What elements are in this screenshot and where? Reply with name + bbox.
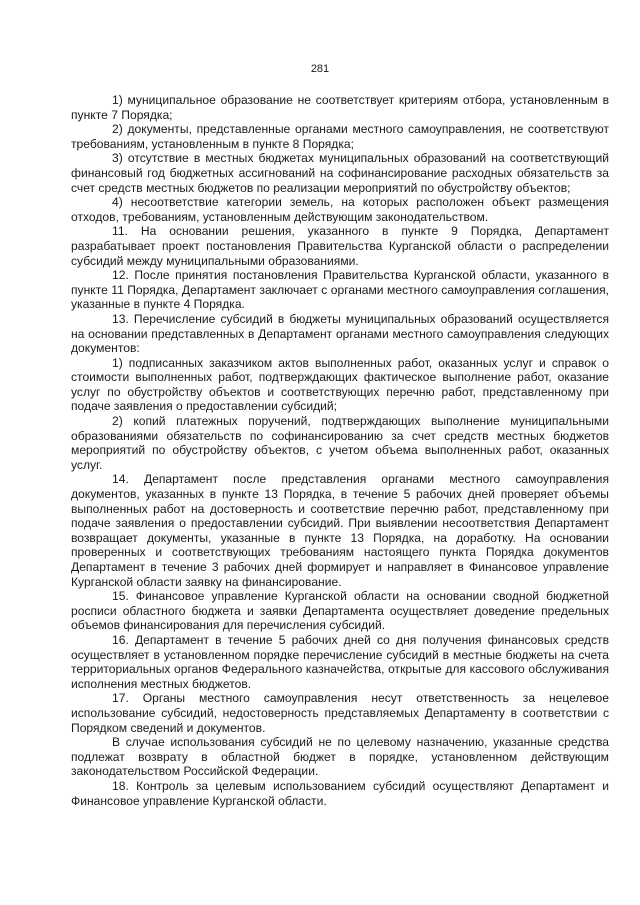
paragraph-item-13: 13. Перечисление субсидий в бюджеты муниципальных образований осуществляется на основании представленных в Департамент органами местного самоуправления следующих документов: [71, 311, 609, 356]
paragraph-item-12: 12. После принятия постановления Правительства Курганской области, указанного в пункте 11 Порядка, Департамент заключает с органами местного самоуправления соглашения, указанные в пункте 4 Порядка. [71, 268, 609, 312]
paragraph-documents-mismatch: 2) документы, представленные органами местного самоуправления, не соответствуют требованиям, установленным в пункте 8 Порядка; [71, 122, 609, 151]
paragraph-criteria-mismatch: 1) муниципальное образование не соответствует критериям отбора, установленным в пункте 7 Порядка; [71, 93, 609, 122]
paragraph-item-11: 11. На основании решения, указанного в пункте 9 Порядка, Департамент разрабатывает проект постановления Правительства Курганской области о распределении субсидий между муниципальными образованиями. [71, 224, 609, 268]
paragraph-item-13-sub-2: 2) копий платежных поручений, подтверждающих выполнение муниципальными образованиями обязательств по софинансированию за счет средств местных бюджетов мероприятий по обустройству объектов, с учетом объема выполненных работ, оказанных услуг. [71, 414, 609, 472]
paragraph-no-budget-allocations: 3) отсутствие в местных бюджетах муниципальных образований на соответствующий финансовый год бюджетных ассигнований на софинансирование расходных обязательств за счет средств местных бюджетов по реализации мероприятий по обустройству объектов; [71, 151, 609, 195]
paragraph-item-13-sub-1: 1) подписанных заказчиком актов выполненных работ, оказанных услуг и справок о стоимости выполненных работ, подтверждающих фактическое выполнение работ, оказание услуг по обустройству объектов и соответствующих перечню работ, представленному при подаче заявления о предоставлении субсидий; [71, 355, 609, 414]
paragraph-item-16: 16. Департамент в течение 5 рабочих дней со дня получения финансовых средств осуществляет в установленном порядке перечисление субсидий в местные бюджеты на счета территориальных органов Федерального казначейства, открытые для кассового обслуживания исполнения местных бюджетов. [71, 632, 609, 691]
paragraph-land-category-mismatch: 4) несоответствие категории земель, на которых расположен объект размещения отходов, требованиям, установленным действующим законодательством. [71, 195, 609, 224]
paragraph-item-14: 14. Департамент после представления органами местного самоуправления документов, указанных в пункте 13 Порядка, в течение 5 рабочих дней проверяет объемы выполненных работ на достоверность и соответствие перечню работ, представленному при подаче заявления о предоставлении субсидий. При выявлении несоответствия Департамент возвращает документы, указанные в пункте 13 Порядка, на доработку. На основании проверенных и соответствующих требованиям настоящего пункта Порядка документов Департамент в течение 3 рабочих дней формирует и направляет в Финансовое управление Курганской области заявку на финансирование. [71, 472, 609, 589]
paragraph-item-17: 17. Органы местного самоуправления несут ответственность за нецелевое использование субсидий, недостоверность представляемых Департаменту в соответствии с Порядком сведений и документов. [71, 691, 609, 735]
document-body [71, 93, 609, 808]
paragraph-misuse-refund: В случае использования субсидий не по целевому назначению, указанные средства подлежат возврату в областной бюджет в порядке, установленном действующим законодательством Российской Федерации. [71, 735, 609, 779]
paragraph-item-15: 15. Финансовое управление Курганской области на основании сводной бюджетной росписи областного бюджета и заявки Департамента осуществляет доведение предельных объемов финансирования для перечисления субсидий. [71, 589, 609, 633]
paragraph-item-18: 18. Контроль за целевым использованием субсидий осуществляют Департамент и Финансовое управление Курганской области. [71, 778, 609, 808]
page-number: 281 [310, 63, 330, 75]
